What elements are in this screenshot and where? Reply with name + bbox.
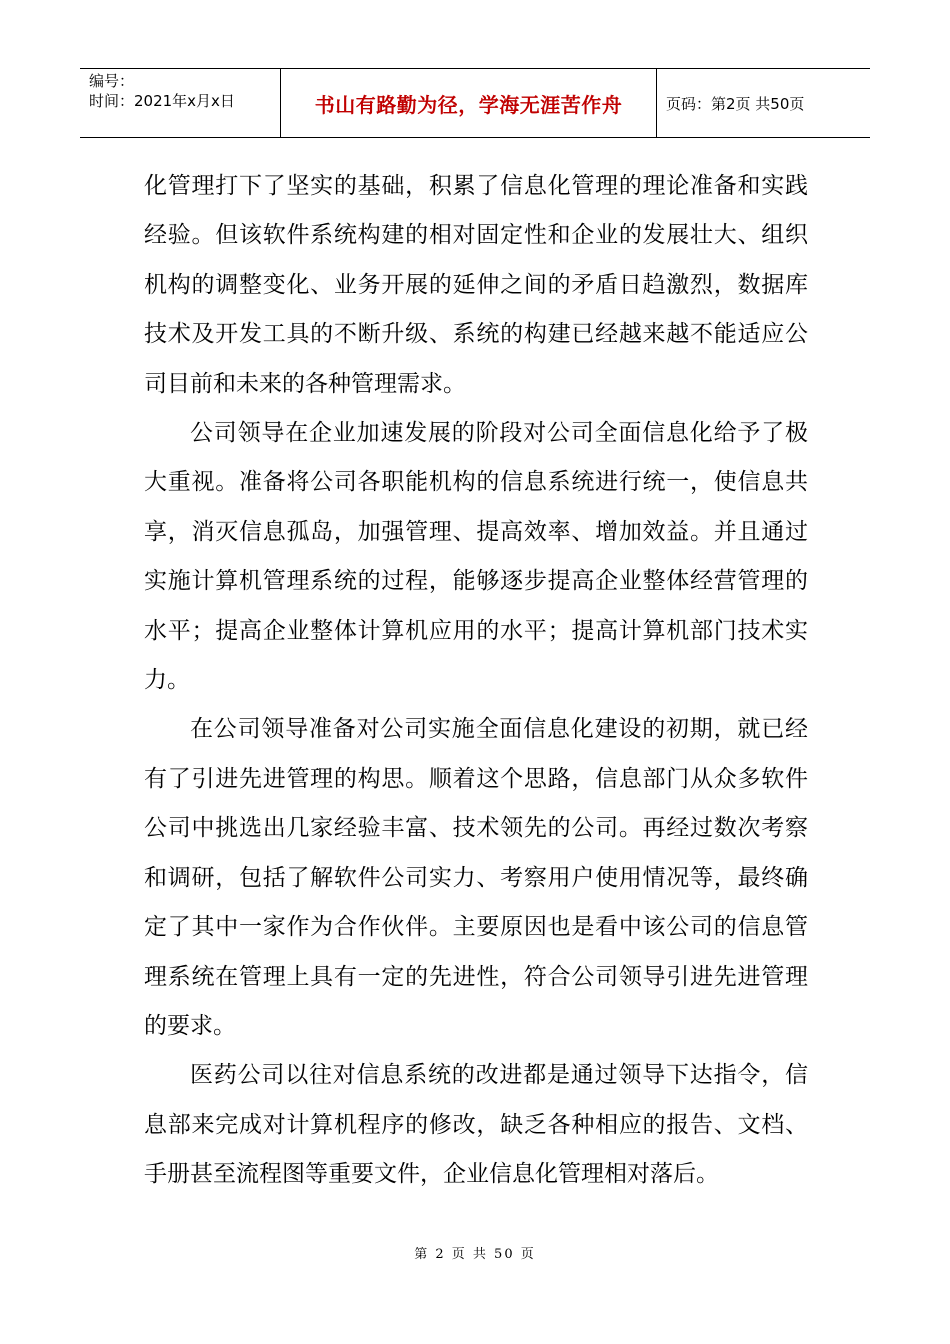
- page-footer: 第 2 页 共 50 页: [414, 1247, 536, 1262]
- page-header: [80, 68, 870, 138]
- paragraph-2: 公司领导在企业加速发展的阶段对公司全面信息化给予了极大重视。准备将公司各职能机构的信息系统进行统一，使信息共享，消灭信息孤岛，加强管理、提高效率、增加效益。并且通过实施计算机管理系统的过程，能够逐步提高企业整体经营管理的水平；提高企业整体计算机应用的水平；提高计算机部门技术实力。: [144, 420, 808, 694]
- header-meta: [80, 69, 281, 137]
- header-motto: 书山有路勤为径，学海无涯苦作舟: [281, 69, 657, 137]
- document-date: 时间：2021年x月x日: [89, 92, 235, 110]
- paragraph-1: 化管理打下了坚实的基础，积累了信息化管理的理论准备和实践经验。但该软件系统构建的相对固定性和企业的发展壮大、组织机构的调整变化、业务开展的延伸之间的矛盾日趋激烈，数据库技术及开发工具的不断升级、系统的构建已经越来越不能适应公司目前和未来的各种管理需求。: [144, 173, 808, 397]
- paragraph-4: 医药公司以往对信息系统的改进都是通过领导下达指令，信息部来完成对计算机程序的修改，缺乏各种相应的报告、文档、手册甚至流程图等重要文件，企业信息化管理相对落后。: [144, 1062, 808, 1188]
- document-body: [144, 162, 808, 1200]
- header-page-code: 页码：第2页 共50页: [666, 94, 805, 113]
- paragraph-3: 在公司领导准备对公司实施全面信息化建设的初期，就已经有了引进先进管理的构思。顺着这个思路，信息部门从众多软件公司中挑选出几家经验丰富、技术领先的公司。再经过数次考察和调研，包括了解软件公司实力、考察用户使用情况等，最终确定了其中一家作为合作伙伴。主要原因也是看中该公司的信息管理系统在管理上具有一定的先进性，符合公司领导引进先进管理的要求。: [144, 716, 808, 1039]
- document-number-label: 编号：: [89, 72, 135, 90]
